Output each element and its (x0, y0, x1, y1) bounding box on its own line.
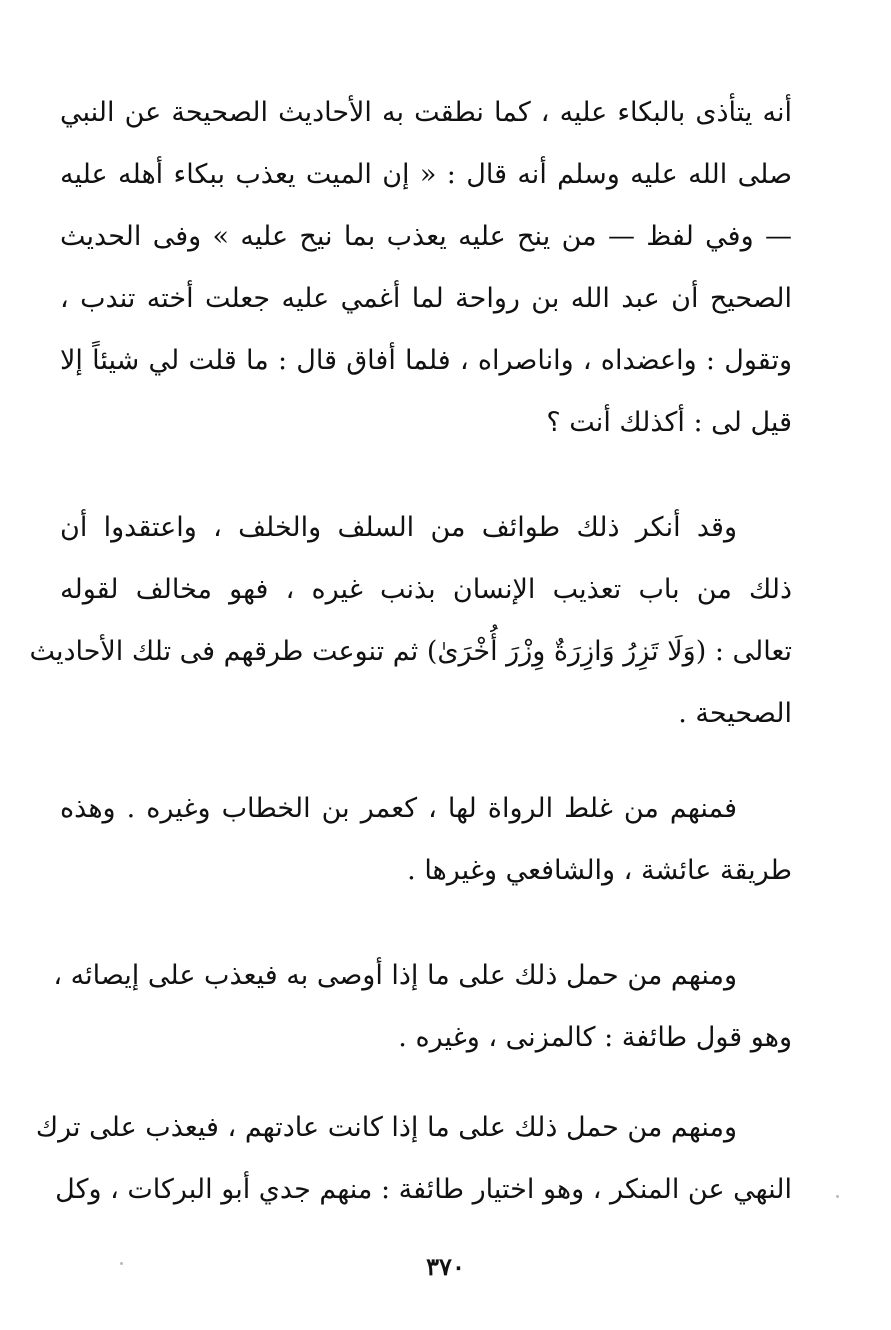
text-line: صلى الله عليه وسلم أنه قال : « إن الميت يعذب ببكاء أهله عليه (60, 159, 792, 190)
page-number: ٣٧٠ (426, 1252, 465, 1281)
text-line: الصحيح أن عبد الله بن رواحة لما أغمي عليه جعلت أخته تندب ، (60, 283, 792, 314)
scan-speck (120, 1262, 123, 1265)
text-line: أنه يتأذى بالبكاء عليه ، كما نطقت به الأحاديث الصحيحة عن النبي (60, 97, 792, 128)
text-line: وتقول : واعضداه ، واناصراه ، فلما أفاق قال : ما قلت لي شيئاً إلا (60, 345, 792, 376)
paragraph-3 (60, 778, 792, 902)
text-line: الصحيحة . (678, 698, 792, 729)
text-line: — وفي لفظ — من ينح عليه يعذب بما نيح عليه » وفى الحديث (60, 221, 792, 252)
text-line: ذلك من باب تعذيب الإنسان بذنب غيره ، فهو مخالف لقوله (60, 574, 792, 605)
text-line: وقد أنكر ذلك طوائف من السلف والخلف ، واعتقدوا أن (60, 512, 737, 543)
paragraph-2 (29, 497, 792, 745)
scan-speck (836, 1195, 839, 1198)
text-line: طريقة عائشة ، والشافعي وغيرها . (407, 855, 792, 886)
text-line: تعالى : (وَلَا تَزِرُ وَازِرَةٌ وِزْرَ أُخْرَىٰ) ثم تنوعت طرقهم فى تلك الأحاديث (29, 636, 792, 667)
paragraph-5 (35, 1097, 792, 1221)
paragraph-4 (53, 945, 792, 1069)
text-line: ومنهم من حمل ذلك على ما إذا أوصى به فيعذب على إيصائه ، (53, 960, 737, 991)
text-line: قيل لى : أكذلك أنت ؟ (546, 407, 792, 438)
text-line: وهو قول طائفة : كالمزنى ، وغيره . (398, 1022, 792, 1053)
paragraph-1 (60, 82, 792, 454)
text-line: ومنهم من حمل ذلك على ما إذا كانت عادتهم ، فيعذب على ترك (35, 1112, 737, 1143)
text-line: النهي عن المنكر ، وهو اختيار طائفة : منهم جدي أبو البركات ، وكل (55, 1174, 792, 1205)
text-line: فمنهم من غلط الرواة لها ، كعمر بن الخطاب وغيره . وهذه (60, 793, 737, 824)
